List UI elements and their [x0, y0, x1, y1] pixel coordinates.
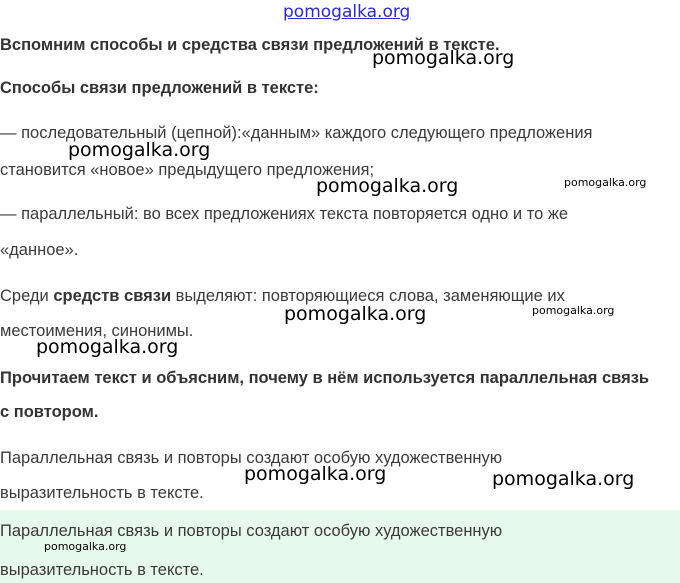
heading-recall: Вспомним способы и средства связи предложений в тексте. — [0, 36, 500, 54]
parallel-line-1: — параллельный: во всех предложениях текста повторяется одно и то же — [0, 205, 569, 223]
highlighted-answer-line-1: Параллельная связь и повторы создают особую художественную — [0, 522, 503, 540]
parallel-line-2: «данное». — [0, 241, 79, 259]
watermark: pomogalka.org — [532, 304, 615, 317]
watermark: pomogalka.org — [44, 540, 127, 553]
means-suffix: выделяют: повторяющиеся слова, заменяющие их — [171, 287, 565, 305]
watermark: pomogalka.org — [564, 176, 647, 189]
means-bold-term: средств связи — [53, 287, 172, 305]
watermark: pomogalka.org — [284, 303, 427, 325]
answer-line-1: Параллельная связь и повторы создают особую художественную — [0, 449, 503, 467]
task-line-2: с повтором. — [0, 403, 99, 421]
highlighted-answer-line-2: выразительность в тексте. — [0, 561, 204, 579]
heading-methods: Способы связи предложений в тексте: — [0, 79, 319, 97]
means-line-2: местоимения, синонимы. — [0, 322, 194, 340]
watermark: pomogalka.org — [316, 175, 459, 197]
watermark: pomogalka.org — [36, 336, 179, 358]
task-line-1: Прочитаем текст и объясним, почему в нём используется параллельная связь — [0, 369, 650, 387]
top-watermark-link[interactable]: pomogalka.org — [283, 2, 411, 22]
watermark: pomogalka.org — [492, 468, 635, 490]
means-line-1 — [0, 286, 565, 306]
answer-line-2: выразительность в тексте. — [0, 484, 204, 502]
watermark: pomogalka.org — [372, 47, 515, 69]
watermark: pomogalka.org — [244, 463, 387, 485]
watermark: pomogalka.org — [68, 139, 211, 161]
sequential-line-1: — последовательный (цепной):«данным» каждого следующего предложения — [0, 124, 593, 142]
means-prefix: Среди — [0, 287, 54, 305]
sequential-line-2: становится «новое» предыдущего предложения; — [0, 161, 375, 179]
